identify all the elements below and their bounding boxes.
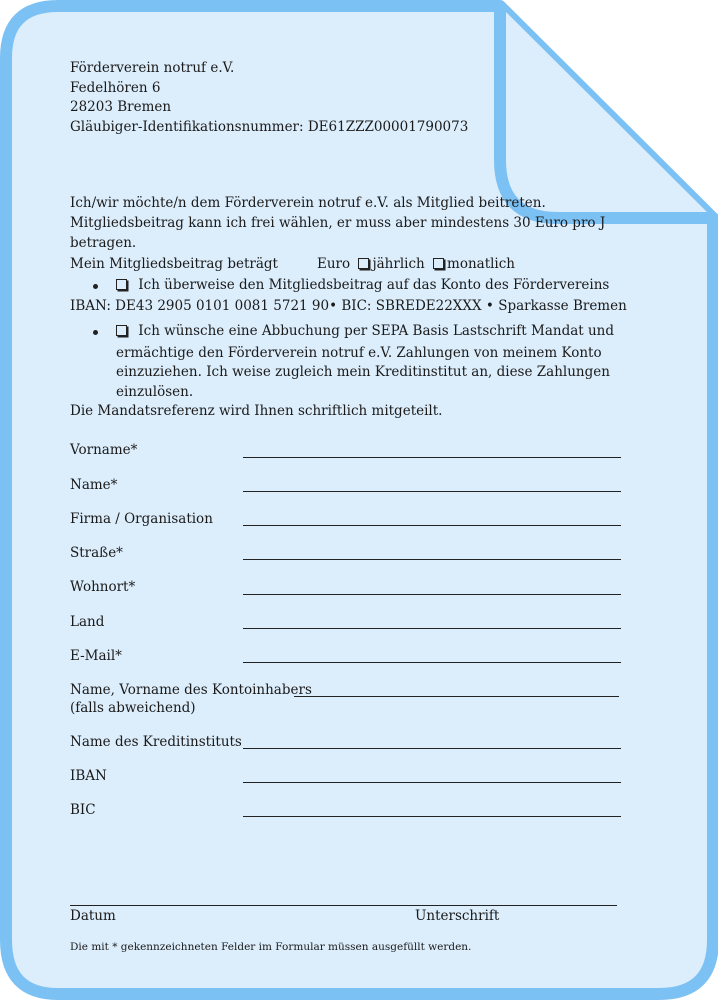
bank-name-label: Name des Kreditinstituts <box>70 734 242 750</box>
email-field[interactable] <box>243 662 621 663</box>
sepa-line-2: ermächtige den Förderverein notruf e.V. Zahlungen von meinem Konto <box>116 345 602 361</box>
transfer-label: Ich überweise den Mitgliedsbeitrag auf das Konto des Fördervereins <box>138 277 610 293</box>
signature-label: Unterschrift <box>415 908 500 924</box>
required-fields-note: Die mit * gekennzeichneten Felder im Formular müssen ausgefüllt werden. <box>70 941 472 953</box>
sepa-option <box>116 323 614 339</box>
sepa-checkbox[interactable] <box>116 325 127 336</box>
account-holder-field[interactable] <box>294 696 619 697</box>
transfer-checkbox[interactable] <box>116 279 127 290</box>
first-name-field[interactable] <box>243 457 621 458</box>
euro-label: Euro <box>317 256 351 272</box>
bic-field[interactable] <box>243 816 621 817</box>
org-name: Förderverein notruf e.V. <box>70 60 235 76</box>
iban-field[interactable] <box>243 782 621 783</box>
yearly-checkbox[interactable] <box>358 258 369 269</box>
fee-options <box>317 256 515 272</box>
intro-line-2: Mitgliedsbeitrag kann ich frei wählen, er muss aber mindestens 30 Euro pro J <box>70 215 606 231</box>
creditor-id: Gläubiger-Identifikationsnummer: DE61ZZZ00001790073 <box>70 119 469 135</box>
iban-label: IBAN <box>70 768 107 784</box>
date-signature-line[interactable] <box>70 905 617 906</box>
first-name-label: Vorname* <box>70 442 138 458</box>
org-city: 28203 Bremen <box>70 99 172 115</box>
city-label: Wohnort* <box>70 579 136 595</box>
intro-line-3: betragen. <box>70 235 137 251</box>
account-holder-note: (falls abweichend) <box>70 700 196 716</box>
bic-label: BIC <box>70 802 96 818</box>
fee-label: Mein Mitgliedsbeitrag beträgt <box>70 256 278 272</box>
date-label: Datum <box>70 908 116 924</box>
org-street: Fedelhören 6 <box>70 80 161 96</box>
company-field[interactable] <box>243 525 621 526</box>
monthly-label: monatlich <box>447 256 516 272</box>
last-name-label: Name* <box>70 477 118 493</box>
sepa-line-3: einzuziehen. Ich weise zugleich mein Kreditinstitut an, diese Zahlungen <box>116 364 610 380</box>
last-name-field[interactable] <box>243 491 621 492</box>
country-label: Land <box>70 614 105 630</box>
bullet-icon <box>93 284 98 289</box>
monthly-checkbox[interactable] <box>433 258 444 269</box>
yearly-label: jährlich <box>372 256 425 272</box>
sepa-line-4: einzulösen. <box>116 384 194 400</box>
intro-line-1: Ich/wir möchte/n dem Förderverein notruf e.V. als Mitglied beitreten. <box>70 195 546 211</box>
sepa-line-1: Ich wünsche eine Abbuchung per SEPA Basis Lastschrift Mandat und <box>138 323 615 339</box>
bullet-icon <box>93 330 98 335</box>
transfer-option <box>116 277 609 293</box>
city-field[interactable] <box>243 594 621 595</box>
mandate-reference: Die Mandatsreferenz wird Ihnen schriftlich mitgeteilt. <box>70 403 443 419</box>
bank-details: IBAN: DE43 2905 0101 0081 5721 90• BIC: SBREDE22XXX • Sparkasse Bremen <box>70 298 627 314</box>
street-label: Straße* <box>70 545 123 561</box>
street-field[interactable] <box>243 559 621 560</box>
email-label: E-Mail* <box>70 648 122 664</box>
country-field[interactable] <box>243 628 621 629</box>
bank-name-field[interactable] <box>243 748 621 749</box>
company-label: Firma / Organisation <box>70 511 213 527</box>
account-holder-label: Name, Vorname des Kontoinhabers <box>70 682 312 698</box>
